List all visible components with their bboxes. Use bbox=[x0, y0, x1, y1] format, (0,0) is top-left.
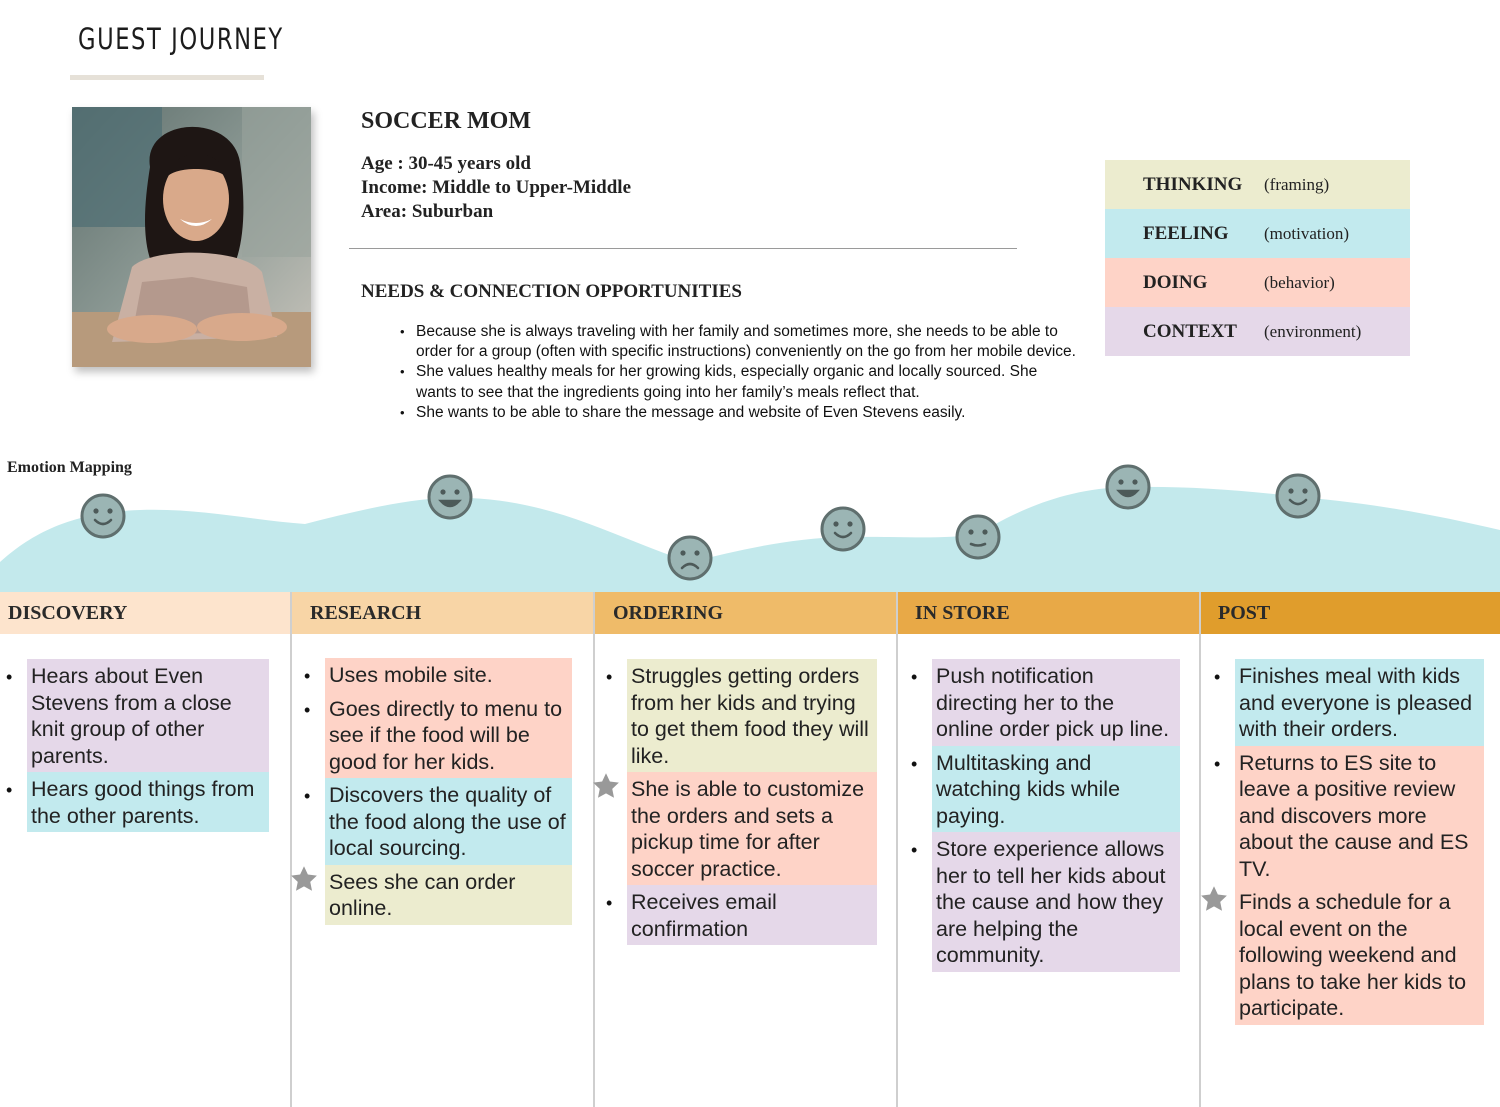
bullet-icon: • bbox=[911, 840, 918, 860]
stage-divider bbox=[1199, 592, 1201, 1107]
stage-title: RESEARCH bbox=[310, 601, 422, 624]
stage-title: DISCOVERY bbox=[8, 601, 128, 624]
stage-divider bbox=[896, 592, 898, 1107]
smile-face-icon bbox=[822, 508, 864, 550]
star-icon bbox=[591, 771, 621, 801]
context-card bbox=[911, 659, 1180, 746]
needs-item: • She wants to be able to share the message and website of Even Stevens easily. bbox=[398, 403, 1078, 423]
stage-title: IN STORE bbox=[915, 601, 1010, 624]
persona-photo bbox=[72, 107, 311, 367]
doing-card bbox=[1235, 885, 1484, 1025]
doing-card bbox=[1214, 746, 1484, 886]
legend-doing bbox=[1105, 258, 1410, 307]
bullet-icon: • bbox=[304, 666, 311, 686]
star-icon bbox=[289, 864, 319, 894]
feeling-card bbox=[911, 746, 1180, 833]
context-card bbox=[911, 832, 1180, 972]
persona-divider bbox=[349, 248, 1017, 249]
legend-desc: (environment) bbox=[1264, 321, 1362, 341]
legend-label: FEELING bbox=[1143, 222, 1229, 244]
stage-cards-ordering bbox=[606, 659, 877, 945]
stage-header-ordering bbox=[595, 592, 896, 634]
card-text: Discovers the quality of the food along the use of local sourcing. bbox=[329, 783, 566, 860]
star-icon bbox=[1199, 884, 1229, 914]
stage-divider bbox=[593, 592, 595, 1107]
legend-feeling bbox=[1105, 209, 1410, 258]
card-text: Returns to ES site to leave a positive review and discovers more about the cause and ES TV. bbox=[1239, 750, 1469, 881]
stage-cards-research bbox=[304, 658, 572, 925]
neutral-face-icon bbox=[957, 516, 999, 558]
card-text: Goes directly to menu to see if the food will be good for her kids. bbox=[329, 696, 563, 774]
bullet-icon: • bbox=[304, 699, 311, 720]
bullet-icon: • bbox=[1214, 667, 1221, 687]
card-text: Receives email confirmation bbox=[631, 890, 777, 941]
bullet-icon: • bbox=[606, 893, 613, 913]
sad-face-icon bbox=[669, 537, 711, 579]
legend bbox=[1105, 160, 1410, 356]
stage-header-discovery bbox=[0, 592, 290, 634]
persona-name: SOCCER MOM bbox=[361, 108, 531, 134]
needs-item: • She values healthy meals for her growing kids, especially organic and locally sourced. She wants to see that the ingredients going into her family’s meals reflect that. bbox=[398, 362, 1078, 402]
stage-cards-discovery bbox=[6, 659, 269, 832]
persona-age: Age : 30-45 years old bbox=[361, 153, 531, 174]
feeling-card bbox=[6, 772, 269, 832]
bullet-icon: • bbox=[1214, 753, 1221, 774]
legend-desc: (framing) bbox=[1264, 174, 1330, 194]
stage-header-in-store bbox=[898, 592, 1199, 634]
doing-card bbox=[627, 772, 877, 885]
feeling-card bbox=[304, 778, 572, 865]
legend-label: DOING bbox=[1143, 271, 1208, 293]
doing-card bbox=[304, 658, 572, 692]
needs-heading: NEEDS & CONNECTION OPPORTUNITIES bbox=[361, 281, 742, 302]
bullet-icon: • bbox=[606, 667, 613, 687]
legend-label: CONTEXT bbox=[1143, 320, 1237, 342]
thinking-card bbox=[606, 659, 877, 772]
thinking-card bbox=[325, 865, 572, 925]
needs-list bbox=[398, 322, 1078, 423]
card-text: Sees she can order online. bbox=[329, 869, 516, 920]
stage-cards-in-store bbox=[911, 659, 1180, 972]
emotion-wave-area bbox=[0, 487, 1500, 592]
stage-cards-post bbox=[1214, 659, 1484, 1025]
needs-item: • Because she is always traveling with her family and sometimes more, she needs to be able to order for a group (often with specific instructions) conveniently on the go from her mobile device. bbox=[398, 322, 1078, 362]
card-text: Finds a schedule for a local event on the following weekend and plans to take her kids to participate. bbox=[1239, 890, 1467, 1020]
smile-face-icon bbox=[1277, 475, 1319, 517]
context-card bbox=[6, 659, 269, 772]
legend-desc: (behavior) bbox=[1264, 272, 1335, 292]
persona-income: Income: Middle to Upper-Middle bbox=[361, 177, 632, 198]
legend-desc: (motivation) bbox=[1264, 223, 1349, 243]
card-text: Struggles getting orders from her kids and trying to get them food they will like. bbox=[631, 664, 869, 768]
persona-area: Area: Suburban bbox=[361, 201, 494, 222]
emotion-mapping-label: Emotion Mapping bbox=[7, 459, 132, 476]
stage-title: ORDERING bbox=[613, 601, 724, 624]
feeling-card bbox=[1214, 659, 1484, 746]
happy-face-icon bbox=[429, 476, 471, 518]
stage-divider bbox=[290, 592, 292, 1107]
page-title: GUEST JOURNEY bbox=[78, 22, 284, 56]
card-text: She is able to customize the orders and sets a pickup time for after soccer practice. bbox=[631, 777, 865, 881]
card-text: Push notification directing her to the online order pick up line. bbox=[936, 664, 1170, 741]
card-text: Hears about Even Stevens from a close knit group of other parents. bbox=[31, 664, 232, 768]
stage-header-post bbox=[1201, 592, 1500, 634]
title-underline bbox=[70, 75, 264, 80]
card-text: Multitasking and watching kids while paying. bbox=[936, 750, 1121, 828]
card-text: Store experience allows her to tell her kids about the cause and how they are helping the community. bbox=[936, 837, 1166, 967]
stage-header-research bbox=[292, 592, 593, 634]
happy-face-icon bbox=[1107, 466, 1149, 508]
bullet-icon: • bbox=[6, 667, 13, 687]
legend-thinking bbox=[1105, 160, 1410, 209]
doing-card bbox=[304, 692, 572, 779]
legend-label: THINKING bbox=[1143, 173, 1243, 195]
bullet-icon: • bbox=[304, 786, 311, 806]
card-text: Uses mobile site. bbox=[329, 663, 493, 687]
bullet-icon: • bbox=[911, 753, 918, 774]
legend-context bbox=[1105, 307, 1410, 356]
smile-face-icon bbox=[82, 495, 124, 537]
emotion-wave bbox=[0, 440, 1500, 592]
bullet-icon: • bbox=[6, 780, 13, 800]
card-text: Hears good things from the other parents. bbox=[31, 777, 255, 828]
persona-details bbox=[361, 152, 631, 224]
stage-title: POST bbox=[1218, 601, 1271, 624]
journey-stages bbox=[0, 592, 1500, 1107]
bullet-icon: • bbox=[911, 667, 918, 687]
context-card bbox=[606, 885, 877, 945]
card-text: Finishes meal with kids and everyone is pleased with their orders. bbox=[1239, 664, 1473, 741]
